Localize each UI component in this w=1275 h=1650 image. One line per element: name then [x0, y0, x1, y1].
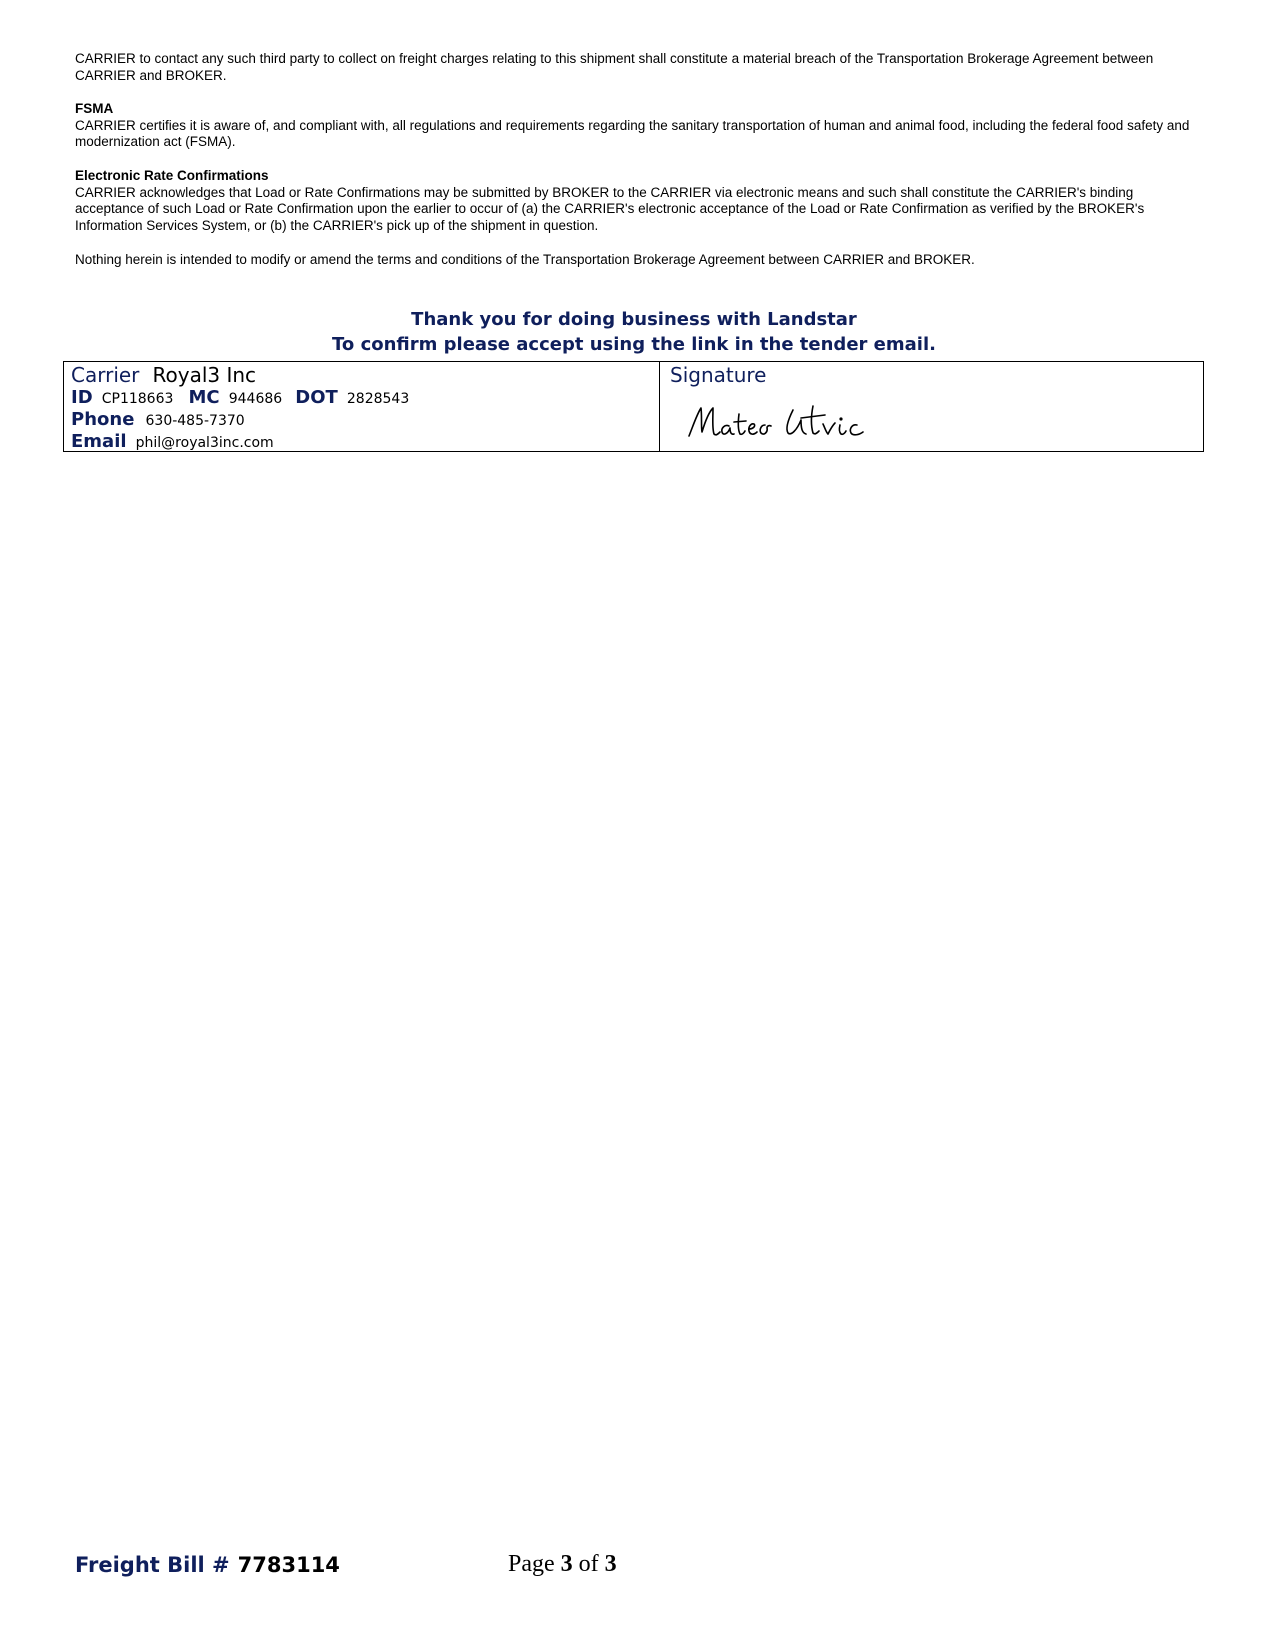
carrier-ids-row — [71, 387, 409, 408]
terms-intro-paragraph — [75, 51, 1195, 84]
phone-label: Phone — [71, 409, 135, 430]
carrier-email-row — [71, 431, 274, 452]
dot-label: DOT — [295, 387, 338, 408]
erc-title: Electronic Rate Confirmations — [75, 168, 269, 183]
carrier-phone-row — [71, 409, 245, 430]
signature-cell — [660, 362, 1203, 451]
dot-value: 2828543 — [346, 391, 410, 407]
fsma-text: CARRIER certifies it is aware of, and compliant with, all regulations and requirements regarding the sanitary transportation of human and animal food, including the federal food safety and modernization act (FSMA). — [75, 117, 1190, 149]
page-total: 3 — [604, 1551, 617, 1577]
email-value: phil@royal3inc.com — [135, 435, 274, 451]
carrier-name: Royal3 Inc — [152, 363, 257, 387]
freight-bill-label: Freight Bill # — [75, 1553, 230, 1577]
page-of: of — [578, 1551, 599, 1577]
confirm-instruction-line: To confirm please accept using the link in the tender email. — [332, 334, 936, 355]
phone-value: 630-485-7370 — [145, 413, 245, 429]
freight-bill-number: 7783114 — [237, 1553, 340, 1577]
carrier-signature-table — [63, 361, 1204, 452]
page-word: Page — [508, 1551, 555, 1577]
id-label: ID — [71, 387, 93, 408]
fsma-title: FSMA — [75, 101, 114, 116]
terms-intro-text: CARRIER to contact any such third party to collect on freight charges relating to this shipment shall constitute a material breach of the Transportation Brokerage Agreement between CARRIER and BROKER. — [75, 51, 1154, 83]
freight-bill-footer — [75, 1553, 340, 1577]
signature-label: Signature — [670, 363, 767, 387]
handwritten-signature — [685, 402, 895, 444]
id-value: CP118663 — [101, 391, 174, 407]
mc-value: 944686 — [228, 391, 283, 407]
page-indicator — [508, 1551, 617, 1578]
fsma-section — [75, 101, 1195, 151]
electronic-rate-confirmations-section — [75, 168, 1195, 234]
carrier-label: Carrier — [71, 363, 140, 387]
thank-you-line: Thank you for doing business with Landstar — [411, 309, 857, 330]
no-modification-text: Nothing herein is intended to modify or amend the terms and conditions of the Transportation Brokerage Agreement between CARRIER and BROKER. — [75, 252, 975, 267]
erc-text: CARRIER acknowledges that Load or Rate Confirmations may be submitted by BROKER to the CARRIER via electronic means and such shall constitute the CARRIER's binding acceptance of such Load or Rate Confirmation upon the earlier to occur of (a) the CARRIER's electronic acceptance of the Load or Rate Confirmation as verified by the BROKER's Information Services System, or (b) the CARRIER's pick up of the shipment in question. — [75, 184, 1145, 233]
email-label: Email — [71, 431, 127, 452]
carrier-info-cell — [64, 362, 660, 451]
no-modification-paragraph — [75, 252, 1195, 269]
carrier-name-row — [71, 363, 256, 387]
page-current: 3 — [560, 1551, 573, 1577]
mc-label: MC — [188, 387, 220, 408]
